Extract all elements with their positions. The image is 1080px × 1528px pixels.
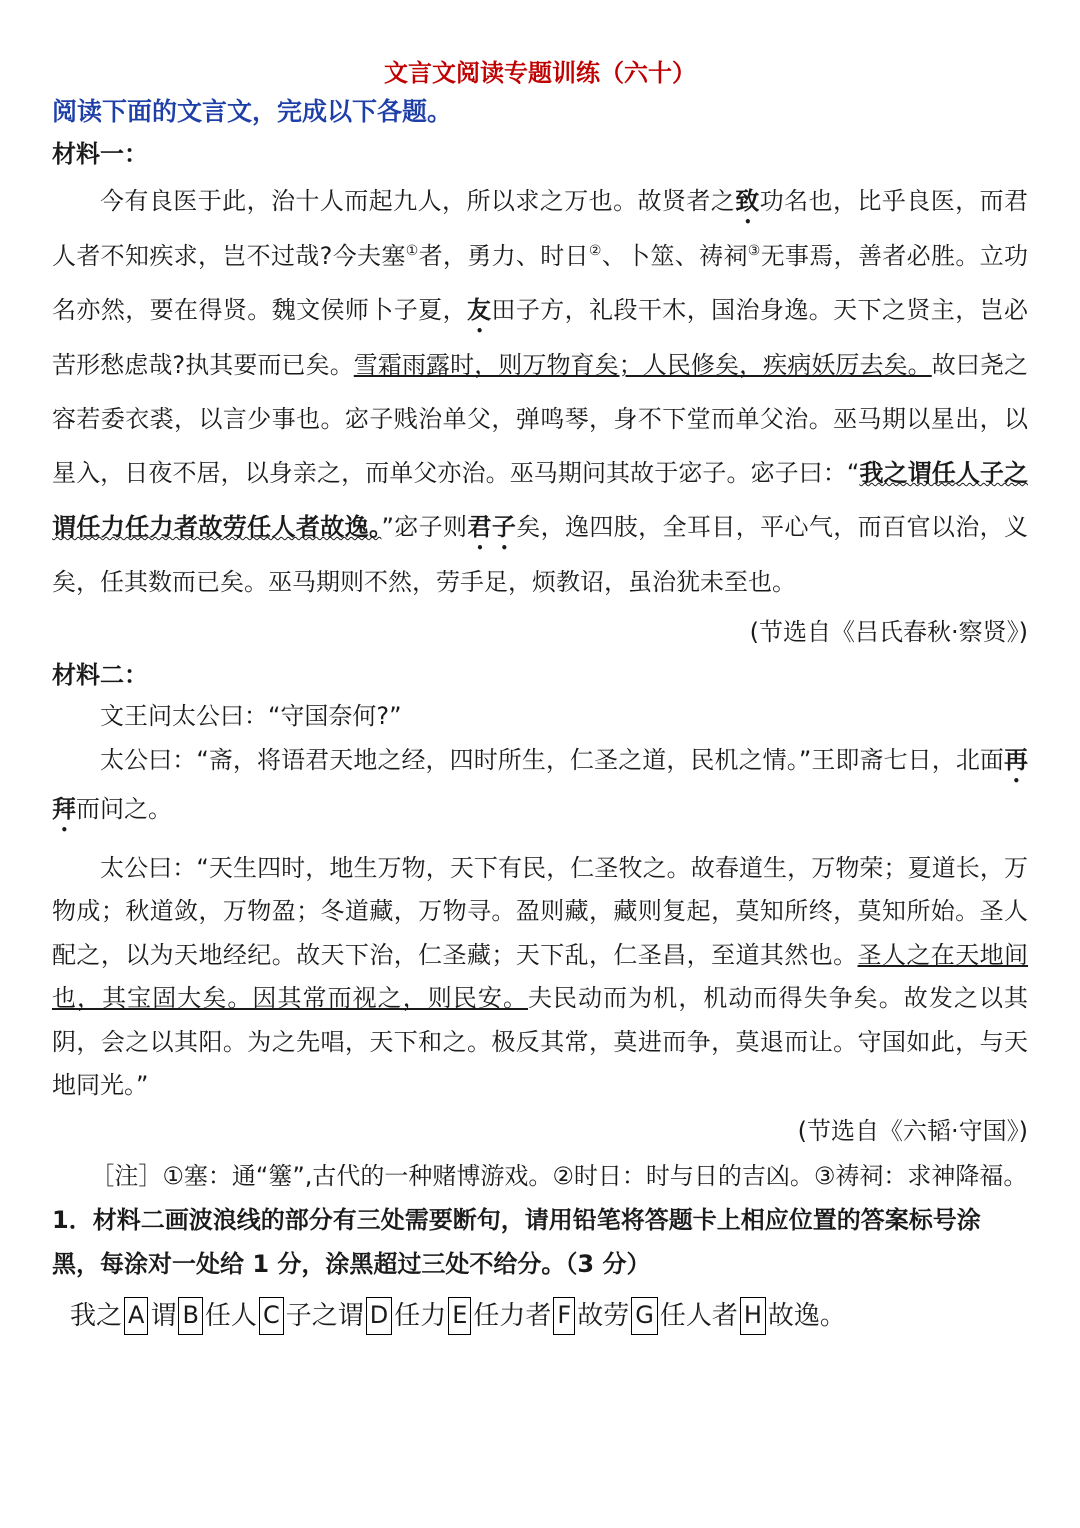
- answer-box-d[interactable]: D: [366, 1297, 392, 1335]
- question-1-options: 我之 A 谓 B 任人 C 子之谓 D 任力 E 任力者 F 故劳 G 任人者 H 故逸。: [70, 1296, 1028, 1336]
- emphasis-word: 友: [466, 296, 492, 324]
- answer-box-c[interactable]: C: [259, 1297, 284, 1335]
- page-title: 文言文阅读专题训练（六十）: [384, 59, 696, 87]
- material1-label: 材料一：: [52, 140, 148, 168]
- answer-box-a[interactable]: A: [124, 1297, 148, 1335]
- material1-text: 今有良医于此，治十人而起九人，所以求之万也。故贤者之致功名也，比乎良医，而君人者不知疾求，岂不过哉?今夫塞①者，勇力、时日②、卜筮、祷祠③无事焉，善者必胜。立功名亦然，要在得贤。魏文侯师卜子夏，友田子方，礼段干木，国治身逸。天下之贤主，岂必苦形愁虑哉?执其要而已矣。雪霜雨露时，则万物育矣；人民修矣，疾病妖厉去矣。故曰尧之容若委衣裘，以言少事也。宓子贱治单父，弹鸣琴，身不下堂而单父治。巫马期以星出，以星入，日夜不居，以身亲之，而单父亦治。巫马期问其故于宓子。宓子曰：“我之谓任人子之谓任力任力者故劳任人者故逸。”宓子则君子矣，逸四肢，全耳目，平心气，而百官以治，义矣，任其数而已矣。巫马期则不然，劳手足，烦教诏，虽治犹未至也。: [52, 187, 1029, 596]
- emphasis-word: 致: [735, 187, 760, 215]
- material1-source: (节选自《吕氏春秋·察贤》): [749, 618, 1028, 646]
- document-page: [52, 56, 1028, 1336]
- material2-source: (节选自《六韬·守国》): [797, 1116, 1028, 1145]
- answer-box-g[interactable]: G: [631, 1297, 658, 1335]
- question-1-stem: 1．材料二画波浪线的部分有三处需要断句，请用铅笔将答题卡上相应位置的答案标号涂黑，每涂对一处给 1 分，涂黑超过三处不给分。（3 分）: [52, 1205, 981, 1278]
- instruction: 阅读下面的文言文，完成以下各题。: [52, 97, 453, 126]
- underlined-sentence: 圣人之在天地间也，其宝固大矣。因其常而视之，则民安。: [52, 940, 1029, 1012]
- answer-box-e[interactable]: E: [448, 1297, 471, 1335]
- emphasis-word: 再拜: [52, 745, 1028, 823]
- material2-line1: 文王问太公曰：“守国奈何?”: [100, 702, 402, 730]
- answer-box-b[interactable]: B: [178, 1297, 202, 1335]
- material2-label: 材料二：: [52, 661, 148, 689]
- material2-para3: 太公曰：“天生四时，地生万物，天下有民，仁圣牧之。故春道生，万物荣；夏道长，万物成；秋道敛，万物盈；冬道藏，万物寻。盈则藏，藏则复起，莫知所终，莫知所始。圣人配之，以为天地经纪。故天下治，仁圣藏；天下乱，仁圣昌，至道其然也。圣人之在天地间也，其宝固大矣。因其常而视之，则民安。夫民动而为机，机动而得失争矣。故发之以其阴，会之以其阳。为之先唱，天下和之。极反其常，莫进而争，莫退而让。守国如此，与天地同光。”: [52, 853, 1029, 1099]
- emphasis-word: 君子: [467, 513, 517, 541]
- answer-box-h[interactable]: H: [740, 1297, 766, 1335]
- wavy-line-sentence: 我之谓任人子之谓任力任力者故劳任人者故逸。: [52, 459, 1028, 541]
- material2-para2: 太公曰：“斋，将语君天地之经，四时所生，仁圣之道，民机之情。”王即斋七日，北面再拜而问之。: [52, 745, 1028, 823]
- answer-box-f[interactable]: F: [553, 1297, 575, 1335]
- annotation-note: ［注］①塞：通“簺”,古代的一种赌博游戏。②时日：时与日的吉凶。③祷祠：求神降福。: [90, 1161, 1028, 1190]
- underlined-sentence: 雪霜雨露时，则万物育矣；人民修矣，疾病妖厉去矣。: [353, 351, 932, 379]
